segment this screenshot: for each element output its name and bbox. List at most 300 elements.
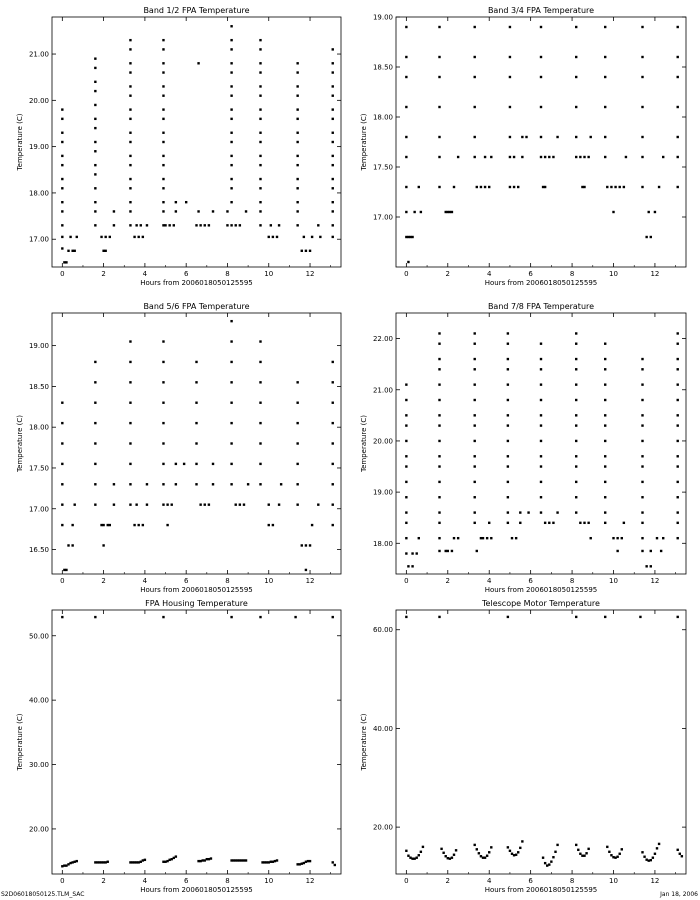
- x-tick-label: 10: [609, 577, 618, 585]
- data-point: [542, 186, 544, 188]
- data-point: [544, 522, 546, 524]
- data-point: [540, 26, 542, 28]
- data-point: [509, 850, 511, 852]
- x-tick-label: 2: [445, 877, 451, 885]
- data-point: [575, 399, 577, 401]
- data-point: [418, 854, 420, 856]
- data-point: [102, 544, 104, 546]
- x-tick-label: 6: [528, 577, 533, 585]
- data-point: [296, 71, 298, 73]
- data-point: [575, 424, 577, 426]
- data-point: [681, 855, 683, 857]
- data-point: [61, 247, 63, 249]
- data-point: [129, 187, 131, 189]
- data-point: [581, 186, 583, 188]
- data-point: [104, 250, 106, 252]
- data-point: [235, 224, 237, 226]
- data-point: [195, 224, 197, 226]
- data-point: [129, 224, 131, 226]
- data-point: [511, 853, 513, 855]
- data-point: [540, 368, 542, 370]
- data-point: [129, 71, 131, 73]
- footer-date: Jan 18, 2006: [660, 891, 698, 898]
- data-point: [405, 424, 407, 426]
- data-point: [641, 136, 643, 138]
- data-point: [296, 224, 298, 226]
- data-point: [296, 132, 298, 134]
- data-point: [405, 156, 407, 158]
- data-point: [677, 496, 679, 498]
- data-point: [544, 156, 546, 158]
- data-point: [259, 422, 261, 424]
- data-point: [438, 343, 440, 345]
- data-point: [171, 858, 173, 860]
- data-point: [650, 859, 652, 861]
- data-point: [239, 859, 241, 861]
- data-point: [71, 250, 73, 252]
- data-point: [230, 422, 232, 424]
- data-point: [247, 483, 249, 485]
- data-point: [474, 399, 476, 401]
- data-point: [94, 173, 96, 175]
- data-point: [71, 524, 73, 526]
- x-tick-label: 4: [486, 270, 492, 278]
- data-point: [474, 424, 476, 426]
- y-tick-label: 18.00: [28, 423, 49, 432]
- data-point: [67, 250, 69, 252]
- data-point: [162, 361, 164, 363]
- data-point: [585, 852, 587, 854]
- data-point: [61, 132, 63, 134]
- data-point: [509, 56, 511, 58]
- data-point: [474, 511, 476, 513]
- data-point: [641, 383, 643, 385]
- data-point: [296, 442, 298, 444]
- data-point: [332, 178, 334, 180]
- data-point: [175, 463, 177, 465]
- x-tick-label: 10: [609, 877, 618, 885]
- chart-title: Band 5/6 FPA Temperature: [143, 302, 250, 311]
- data-point: [507, 496, 509, 498]
- y-tick-label: 18.00: [372, 113, 393, 122]
- data-point: [168, 224, 170, 226]
- data-point: [129, 164, 131, 166]
- data-point: [474, 496, 476, 498]
- x-tick-label: 2: [101, 270, 106, 278]
- data-point: [482, 537, 484, 539]
- data-point: [162, 155, 164, 157]
- data-point: [212, 483, 214, 485]
- data-point: [140, 861, 142, 863]
- x-axis-label: Hours from 2006018050125595: [140, 586, 253, 594]
- data-point: [133, 861, 135, 863]
- data-point: [604, 414, 606, 416]
- data-point: [453, 537, 455, 539]
- data-point: [445, 211, 447, 213]
- data-point: [677, 424, 679, 426]
- data-point: [405, 440, 407, 442]
- data-point: [416, 552, 418, 554]
- data-point: [641, 76, 643, 78]
- data-point: [230, 402, 232, 404]
- data-point: [197, 860, 199, 862]
- data-point: [641, 424, 643, 426]
- y-tick-label: 40.00: [28, 696, 49, 705]
- data-point: [546, 864, 548, 866]
- data-point: [109, 524, 111, 526]
- data-point: [544, 186, 546, 188]
- data-point: [259, 62, 261, 64]
- data-point: [641, 358, 643, 360]
- data-point: [645, 565, 647, 567]
- data-point: [411, 236, 413, 238]
- data-point: [575, 106, 577, 108]
- data-point: [575, 440, 577, 442]
- data-point: [270, 861, 272, 863]
- data-point: [146, 483, 148, 485]
- data-point: [556, 844, 558, 846]
- data-point: [575, 136, 577, 138]
- y-tick-label: 19.00: [28, 143, 49, 152]
- y-tick-label: 17.00: [372, 213, 393, 222]
- data-point: [94, 402, 96, 404]
- data-point: [61, 422, 63, 424]
- data-point: [575, 844, 577, 846]
- data-point: [113, 483, 115, 485]
- data-point: [129, 463, 131, 465]
- data-point: [648, 211, 650, 213]
- data-point: [451, 211, 453, 213]
- data-point: [235, 503, 237, 505]
- data-point: [451, 857, 453, 859]
- data-point: [129, 503, 131, 505]
- data-point: [166, 503, 168, 505]
- data-point: [474, 481, 476, 483]
- data-point: [270, 224, 272, 226]
- data-point: [226, 224, 228, 226]
- data-point: [61, 178, 63, 180]
- data-point: [230, 178, 232, 180]
- data-point: [309, 544, 311, 546]
- data-point: [474, 440, 476, 442]
- plot-frame: [396, 17, 686, 267]
- data-point: [94, 483, 96, 485]
- data-point: [677, 358, 679, 360]
- data-point: [440, 848, 442, 850]
- data-point: [641, 414, 643, 416]
- data-point: [61, 224, 63, 226]
- data-point: [476, 186, 478, 188]
- data-point: [61, 865, 63, 867]
- data-point: [438, 511, 440, 513]
- data-point: [259, 155, 261, 157]
- x-tick-label: 4: [142, 577, 148, 585]
- data-point: [606, 186, 608, 188]
- x-tick-label: 6: [528, 877, 533, 885]
- data-point: [76, 236, 78, 238]
- data-point: [135, 224, 137, 226]
- data-point: [162, 340, 164, 342]
- data-point: [332, 155, 334, 157]
- data-point: [208, 858, 210, 860]
- data-point: [259, 132, 261, 134]
- data-point: [259, 463, 261, 465]
- data-point: [195, 381, 197, 383]
- data-point: [107, 524, 109, 526]
- data-point: [332, 210, 334, 212]
- data-point: [94, 463, 96, 465]
- data-point: [677, 136, 679, 138]
- data-point: [265, 861, 267, 863]
- data-point: [677, 511, 679, 513]
- data-point: [521, 840, 523, 842]
- x-tick-label: 12: [305, 877, 315, 885]
- data-point: [438, 136, 440, 138]
- data-point: [259, 210, 261, 212]
- data-point: [319, 236, 321, 238]
- data-point: [133, 524, 135, 526]
- data-point: [623, 522, 625, 524]
- data-point: [654, 853, 656, 855]
- data-point: [146, 503, 148, 505]
- data-point: [641, 851, 643, 853]
- data-point: [575, 343, 577, 345]
- data-point: [474, 465, 476, 467]
- data-point: [100, 861, 102, 863]
- data-point: [61, 616, 63, 618]
- data-point: [94, 616, 96, 618]
- data-point: [438, 550, 440, 552]
- data-point: [259, 616, 261, 618]
- data-point: [650, 236, 652, 238]
- data-point: [129, 422, 131, 424]
- data-point: [474, 844, 476, 846]
- x-tick-label: 8: [569, 270, 575, 278]
- data-point: [195, 483, 197, 485]
- data-point: [146, 224, 148, 226]
- data-point: [519, 511, 521, 513]
- data-point: [232, 859, 234, 861]
- data-point: [69, 862, 71, 864]
- data-point: [175, 483, 177, 485]
- data-point: [94, 187, 96, 189]
- data-point: [311, 236, 313, 238]
- data-point: [507, 368, 509, 370]
- y-tick-label: 17.50: [28, 464, 49, 473]
- data-point: [61, 118, 63, 120]
- data-point: [259, 178, 261, 180]
- data-point: [142, 236, 144, 238]
- data-point: [296, 187, 298, 189]
- data-point: [195, 402, 197, 404]
- data-point: [61, 463, 63, 465]
- data-point: [507, 481, 509, 483]
- data-point: [162, 95, 164, 97]
- data-point: [129, 155, 131, 157]
- data-point: [278, 224, 280, 226]
- data-point: [645, 858, 647, 860]
- y-tick-label: 22.00: [372, 335, 393, 344]
- x-tick-label: 8: [225, 577, 230, 585]
- data-point: [474, 106, 476, 108]
- data-point: [438, 106, 440, 108]
- data-point: [230, 859, 232, 861]
- data-point: [486, 537, 488, 539]
- data-point: [175, 210, 177, 212]
- data-point: [268, 524, 270, 526]
- data-point: [301, 862, 303, 864]
- x-tick-label: 2: [445, 577, 451, 585]
- x-tick-label: 8: [225, 270, 230, 278]
- data-point: [69, 236, 71, 238]
- data-point: [74, 861, 76, 863]
- data-point: [230, 224, 232, 226]
- y-axis-label: Temperature (C): [16, 113, 24, 171]
- data-point: [616, 550, 618, 552]
- data-point: [540, 496, 542, 498]
- data-point: [164, 224, 166, 226]
- data-point: [259, 48, 261, 50]
- data-point: [474, 26, 476, 28]
- data-point: [162, 39, 164, 41]
- data-point: [332, 108, 334, 110]
- data-point: [507, 455, 509, 457]
- data-point: [420, 851, 422, 853]
- data-point: [332, 381, 334, 383]
- data-point: [540, 76, 542, 78]
- data-point: [332, 164, 334, 166]
- y-tick-label: 20.00: [28, 825, 49, 834]
- data-point: [129, 210, 131, 212]
- data-point: [490, 846, 492, 848]
- y-tick-label: 17.50: [372, 163, 393, 172]
- data-point: [449, 211, 451, 213]
- data-point: [241, 859, 243, 861]
- data-point: [641, 481, 643, 483]
- x-tick-label: 0: [404, 577, 409, 585]
- data-point: [604, 440, 606, 442]
- data-point: [411, 552, 413, 554]
- data-point: [509, 76, 511, 78]
- data-point: [405, 414, 407, 416]
- data-point: [457, 537, 459, 539]
- data-point: [517, 851, 519, 853]
- x-tick-label: 8: [569, 577, 575, 585]
- data-point: [296, 402, 298, 404]
- data-point: [438, 537, 440, 539]
- data-point: [509, 26, 511, 28]
- data-point: [519, 522, 521, 524]
- data-point: [230, 155, 232, 157]
- data-point: [509, 106, 511, 108]
- data-point: [259, 201, 261, 203]
- data-point: [654, 211, 656, 213]
- data-point: [144, 859, 146, 861]
- data-point: [650, 550, 652, 552]
- data-point: [604, 511, 606, 513]
- data-point: [604, 156, 606, 158]
- data-point: [230, 381, 232, 383]
- data-point: [230, 164, 232, 166]
- data-point: [405, 552, 407, 554]
- data-point: [67, 544, 69, 546]
- data-point: [507, 383, 509, 385]
- data-point: [162, 71, 164, 73]
- data-point: [268, 861, 270, 863]
- data-point: [527, 511, 529, 513]
- data-point: [447, 857, 449, 859]
- data-point: [94, 67, 96, 69]
- data-point: [162, 210, 164, 212]
- data-point: [540, 106, 542, 108]
- data-point: [641, 465, 643, 467]
- chart-title: Band 1/2 FPA Temperature: [143, 6, 250, 15]
- data-point: [677, 849, 679, 851]
- data-point: [438, 358, 440, 360]
- data-point: [677, 414, 679, 416]
- data-point: [677, 186, 679, 188]
- data-point: [210, 857, 212, 859]
- data-point: [259, 71, 261, 73]
- x-tick-label: 4: [486, 577, 492, 585]
- data-point: [411, 858, 413, 860]
- y-tick-label: 18.00: [28, 189, 49, 198]
- data-point: [94, 81, 96, 83]
- data-point: [540, 481, 542, 483]
- data-point: [604, 522, 606, 524]
- chart-title: Telescope Motor Temperature: [482, 599, 600, 608]
- data-point: [230, 132, 232, 134]
- data-point: [438, 522, 440, 524]
- data-point: [575, 358, 577, 360]
- data-point: [104, 236, 106, 238]
- data-point: [677, 56, 679, 58]
- data-point: [129, 201, 131, 203]
- data-point: [641, 56, 643, 58]
- data-point: [604, 616, 606, 618]
- data-point: [76, 860, 78, 862]
- data-point: [606, 846, 608, 848]
- data-point: [129, 483, 131, 485]
- data-point: [438, 399, 440, 401]
- data-point: [515, 537, 517, 539]
- data-point: [438, 481, 440, 483]
- x-tick-label: 12: [650, 270, 660, 278]
- data-point: [71, 861, 73, 863]
- data-point: [296, 503, 298, 505]
- data-point: [102, 524, 104, 526]
- data-point: [67, 863, 69, 865]
- data-point: [296, 141, 298, 143]
- data-point: [507, 414, 509, 416]
- data-point: [61, 483, 63, 485]
- data-point: [548, 863, 550, 865]
- data-point: [61, 524, 63, 526]
- data-point: [259, 95, 261, 97]
- data-point: [442, 852, 444, 854]
- data-point: [604, 383, 606, 385]
- data-point: [94, 57, 96, 59]
- data-point: [604, 481, 606, 483]
- y-tick-label: 18.00: [372, 539, 393, 548]
- data-point: [129, 381, 131, 383]
- data-point: [616, 856, 618, 858]
- data-point: [317, 503, 319, 505]
- data-point: [625, 156, 627, 158]
- data-point: [259, 483, 261, 485]
- data-point: [610, 854, 612, 856]
- data-point: [550, 860, 552, 862]
